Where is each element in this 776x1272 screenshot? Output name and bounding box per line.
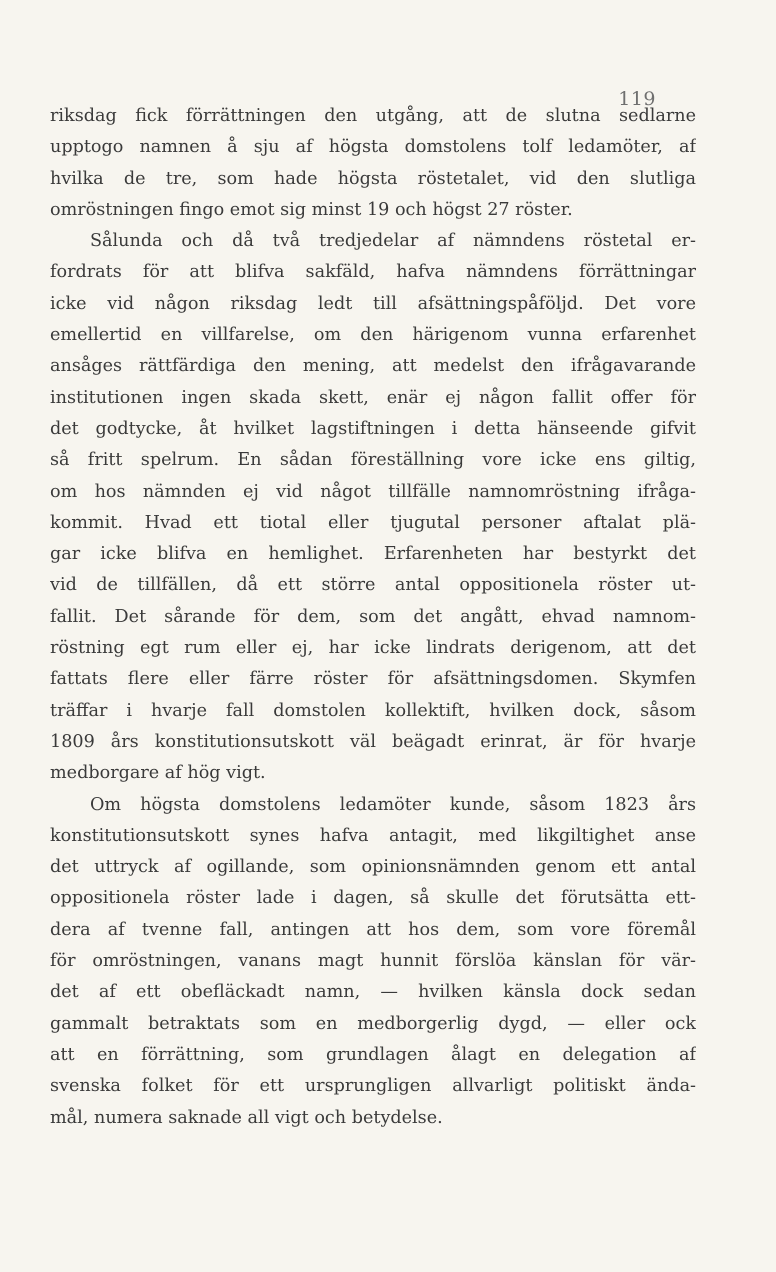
- text-line: vid de tillfällen, då ett större antal oppositionela röster ut-: [50, 575, 696, 596]
- text-line: 1809 års konstitutionsutskott väl beägadt erinrat, är för hvarje: [50, 731, 696, 752]
- text-line: dera af tvenne fall, antingen att hos dem, som vore föremål: [50, 919, 696, 940]
- text-line: Sålunda och då två tredjedelar af nämndens röstetal er-: [90, 231, 696, 252]
- page-number: 119: [618, 88, 656, 110]
- text-line: icke vid någon riksdag ledt till afsättningspåföljd. Det vore: [50, 293, 696, 314]
- text-line: träffar i hvarje fall domstolen kollektift, hvilken dock, såsom: [50, 700, 696, 721]
- text-line: hvilka de tre, som hade högsta röstetalet, vid den slutliga: [50, 168, 696, 189]
- text-line: fallit. Det sårande för dem, som det angått, ehvad namnom-: [50, 606, 696, 627]
- text-line: det uttryck af ogillande, som opinionsnämnden genom ett antal: [50, 857, 696, 878]
- text-line: det godtycke, åt hvilket lagstiftningen i detta hänseende gifvit: [50, 418, 696, 439]
- text-line: röstning egt rum eller ej, har icke lindrats derigenom, att det: [50, 638, 696, 659]
- text-line: konstitutionsutskott synes hafva antagit, med likgiltighet anse: [50, 825, 696, 846]
- text-line: Om högsta domstolens ledamöter kunde, såsom 1823 års: [90, 794, 696, 815]
- text-line: gammalt betraktats som en medborgerlig dygd, — eller ock: [50, 1013, 696, 1034]
- text-line: emellertid en villfarelse, om den härigenom vunna erfarenhet: [50, 325, 696, 346]
- text-line: medborgare af hög vigt.: [50, 763, 266, 784]
- text-line: oppositionela röster lade i dagen, så skulle det förutsätta ett-: [50, 888, 696, 909]
- text-line: riksdag fick förrättningen den utgång, att de slutna sedlarne: [50, 106, 696, 126]
- body-text: [50, 101, 696, 1134]
- text-line: gar icke blifva en hemlighet. Erfarenheten har bestyrkt det: [50, 544, 696, 565]
- text-line: så fritt spelrum. En sådan föreställning vore icke ens giltig,: [50, 450, 696, 471]
- text-line: fordrats för att blifva sakfäld, hafva nämndens förrättningar: [50, 262, 696, 283]
- text-line: för omröstningen, vanans magt hunnit förslöa känslan för vär-: [50, 951, 696, 972]
- text-line: upptogo namnen å sju af högsta domstolens tolf ledamöter, af: [50, 137, 696, 158]
- text-line: att en förrättning, som grundlagen ålagt en delegation af: [50, 1044, 696, 1065]
- text-line: omröstningen fingo emot sig minst 19 och högst 27 röster.: [50, 199, 573, 220]
- text-line: svenska folket för ett ursprungligen allvarligt politiskt ända-: [50, 1076, 696, 1097]
- text-line: mål, numera saknade all vigt och betydelse.: [50, 1107, 443, 1128]
- text-line: kommit. Hvad ett tiotal eller tjugutal personer aftalat plä-: [50, 512, 696, 533]
- text-line: ansåges rättfärdiga den mening, att medelst den ifrågavarande: [50, 356, 696, 377]
- text-line: institutionen ingen skada skett, enär ej någon fallit offer för: [50, 387, 696, 408]
- text-line: om hos nämnden ej vid något tillfälle namnomröstning ifråga-: [50, 481, 696, 502]
- text-line: fattats flere eller färre röster för afsättningsdomen. Skymfen: [50, 669, 696, 690]
- text-line: det af ett obefläckadt namn, — hvilken känsla dock sedan: [50, 982, 696, 1003]
